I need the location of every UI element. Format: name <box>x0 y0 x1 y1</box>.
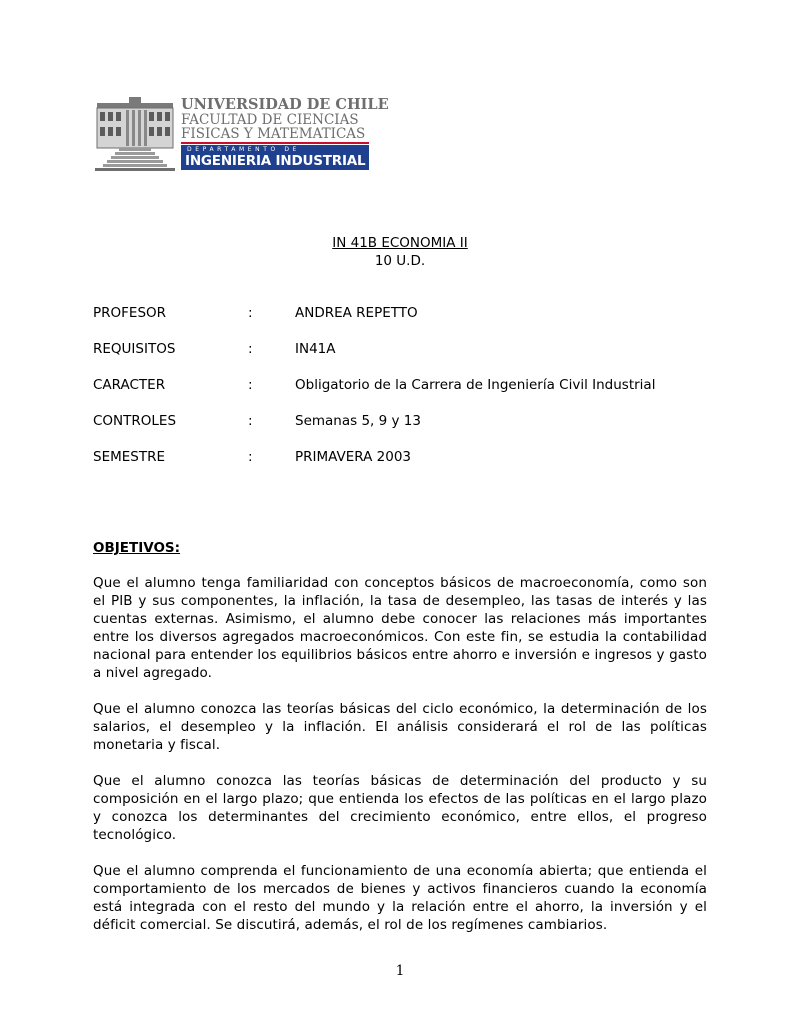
objetivo-paragraph: Que el alumno tenga familiaridad con conceptos básicos de macroeconomía, como son el PIB y sus componentes, la inflación, la tasa de desempleo, las tasas de interés y las cuentas externas. Asimismo, el alumno debe conocer las relaciones más importantes entre los diversos agregados macroeconómicos. Con este fin, se estudia la contabilidad nacional para entender los equilibrios básicos entre ahorro e inversión e ingresos y gasto a nivel agregado. <box>93 575 707 681</box>
field-label: SEMESTRE <box>93 449 166 465</box>
logo-department-label: DEPARTAMENTO DE <box>187 146 300 153</box>
field-label: PROFESOR <box>93 305 167 321</box>
field-controles <box>93 413 713 431</box>
objetivo-paragraph: Que el alumno conozca las teorías básicas de determinación del producto y su composición en el largo plazo; que entienda los efectos de las políticas en el largo plazo y conozca los determinantes del crecimiento económico, entre ellos, el progreso tecnológico. <box>93 773 707 843</box>
field-label: CONTROLES <box>93 413 177 429</box>
field-profesor <box>93 305 713 323</box>
course-units: 10 U.D. <box>374 253 426 269</box>
objetivos-heading: OBJETIVOS: <box>93 540 181 556</box>
logo-university-name: UNIVERSIDAD DE CHILE <box>181 96 389 113</box>
field-requisitos <box>93 341 713 359</box>
field-value: PRIMAVERA 2003 <box>295 449 412 465</box>
field-label: CARACTER <box>93 377 166 393</box>
objetivo-paragraph: Que el alumno conozca las teorías básicas del ciclo económico, la determinación de los salarios, el desempleo y la inflación. El análisis considerará el rol de las políticas monetaria y fiscal. <box>93 701 707 753</box>
logo-faculty-line1: FACULTAD DE CIENCIAS <box>181 112 359 128</box>
objetivo-paragraph: Que el alumno comprenda el funcionamiento de una economía abierta; que entienda el comportamiento de los mercados de bienes y activos financieros cuando la economía está integrada con el resto del mundo y la relación entre el ahorro, la inversión y el déficit comercial. Se discutirá, además, el rol de los regímenes cambiarios. <box>93 863 707 933</box>
field-separator: : <box>248 413 253 429</box>
logo-faculty-line2: FISICAS Y MATEMATICAS <box>181 126 366 142</box>
field-separator: : <box>248 449 253 465</box>
course-title: IN 41B ECONOMIA II <box>332 235 468 251</box>
field-value: IN41A <box>295 341 336 357</box>
field-separator: : <box>248 341 253 357</box>
field-value: Obligatorio de la Carrera de Ingeniería Civil Industrial <box>295 377 656 393</box>
university-building-icon <box>95 97 175 171</box>
field-semestre <box>93 449 713 467</box>
logo-red-rule <box>181 142 369 144</box>
logo-department-name: INGENIERIA INDUSTRIAL <box>185 153 366 169</box>
field-label: REQUISITOS <box>93 341 176 357</box>
field-value: Semanas 5, 9 y 13 <box>295 413 421 429</box>
logo-department-band <box>181 145 369 170</box>
field-value: ANDREA REPETTO <box>295 305 418 321</box>
field-caracter <box>93 377 713 395</box>
field-separator: : <box>248 305 253 321</box>
field-separator: : <box>248 377 253 393</box>
page-number: 1 <box>395 963 405 979</box>
department-logo <box>95 95 389 175</box>
